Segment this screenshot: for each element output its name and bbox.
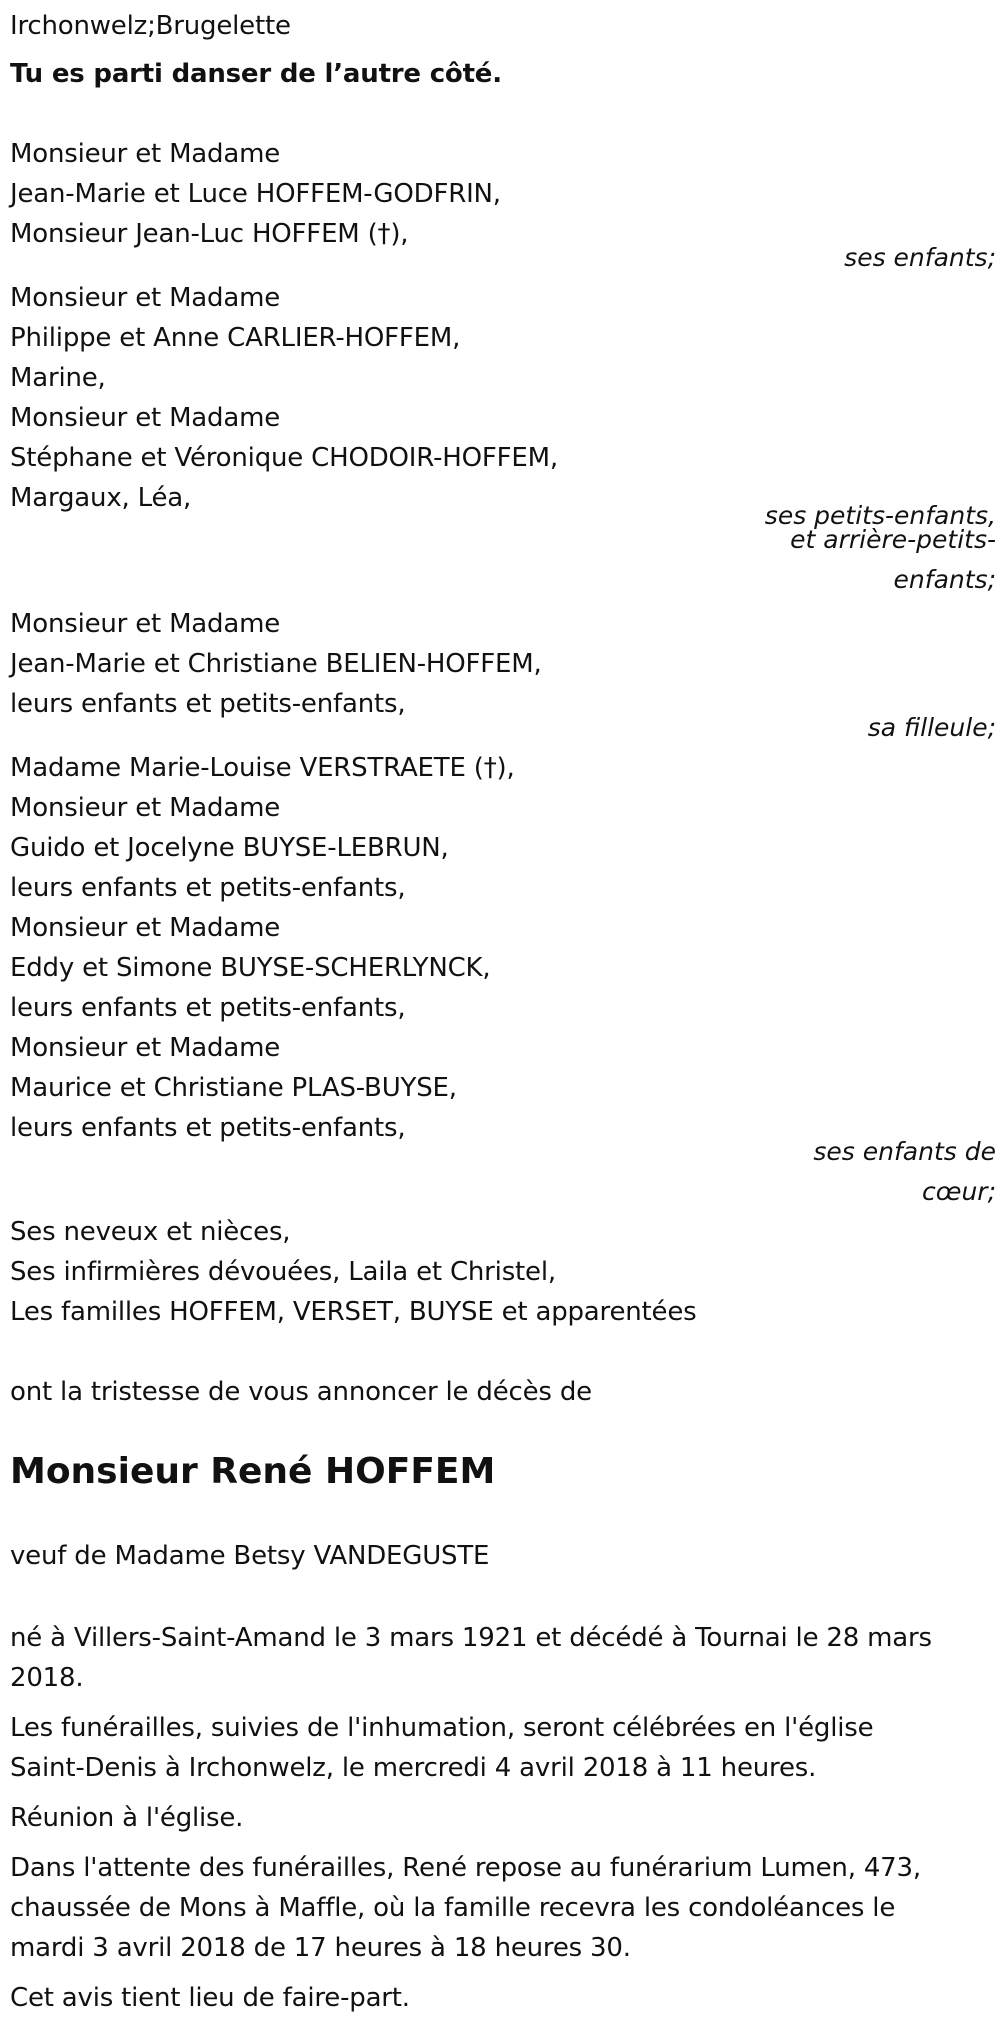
family-line: Les familles HOFFEM, VERSET, BUYSE et apparentées <box>10 1297 697 1327</box>
family-line: Philippe et Anne CARLIER-HOFFEM, <box>10 323 461 353</box>
relation-label: enfants; <box>893 565 996 594</box>
family-line: Eddy et Simone BUYSE-SCHERLYNCK, <box>10 953 491 983</box>
funeral-line: Les funérailles, suivies de l'inhumation, seront célébrées en l'église <box>10 1713 874 1743</box>
family-line: Marine, <box>10 363 106 393</box>
relation-label: sa filleule; <box>867 713 996 742</box>
family-line: Monsieur et Madame <box>10 403 280 433</box>
family-line: Monsieur et Madame <box>10 913 280 943</box>
family-line: leurs enfants et petits-enfants, <box>10 873 406 903</box>
motto-line: Tu es parti danser de l’autre côté. <box>10 59 502 89</box>
family-line: Monsieur Jean-Luc HOFFEM (†), <box>10 219 409 249</box>
relation-label: ses enfants de <box>813 1137 996 1166</box>
family-line: Ses neveux et nièces, <box>10 1217 291 1247</box>
family-line: Monsieur et Madame <box>10 1033 280 1063</box>
relation-label: ses enfants; <box>844 243 996 272</box>
family-line: leurs enfants et petits-enfants, <box>10 689 406 719</box>
family-line: Ses infirmières dévouées, Laila et Christel, <box>10 1257 556 1287</box>
birth-death-line: 2018. <box>10 1663 84 1693</box>
birth-death-line: né à Villers-Saint-Amand le 3 mars 1921 et décédé à Tournai le 28 mars <box>10 1623 932 1653</box>
relation-label: et arrière-petits- <box>790 525 996 554</box>
family-line: Jean-Marie et Christiane BELIEN-HOFFEM, <box>10 649 542 679</box>
deceased-name: Monsieur René HOFFEM <box>10 1451 496 1492</box>
family-line: Monsieur et Madame <box>10 139 280 169</box>
family-line: Monsieur et Madame <box>10 283 280 313</box>
widower-line: veuf de Madame Betsy VANDEGUSTE <box>10 1541 490 1571</box>
rest-line: Dans l'attente des funérailles, René repose au funérarium Lumen, 473, <box>10 1853 921 1883</box>
relation-label: ses petits-enfants, <box>764 501 996 530</box>
family-line: Stéphane et Véronique CHODOIR-HOFFEM, <box>10 443 558 473</box>
notice-line: Cet avis tient lieu de faire-part. <box>10 1983 410 2013</box>
family-line: Maurice et Christiane PLAS-BUYSE, <box>10 1073 457 1103</box>
family-line: Monsieur et Madame <box>10 793 280 823</box>
rest-line: mardi 3 avril 2018 de 17 heures à 18 heures 30. <box>10 1933 631 1963</box>
family-line: Guido et Jocelyne BUYSE-LEBRUN, <box>10 833 449 863</box>
rest-line: chaussée de Mons à Maffle, où la famille recevra les condoléances le <box>10 1893 896 1923</box>
announcement-line: ont la tristesse de vous annoncer le décès de <box>10 1377 592 1407</box>
family-line: leurs enfants et petits-enfants, <box>10 1113 406 1143</box>
funeral-line: Saint-Denis à Irchonwelz, le mercredi 4 avril 2018 à 11 heures. <box>10 1753 817 1783</box>
family-line: leurs enfants et petits-enfants, <box>10 993 406 1023</box>
family-line: Madame Marie-Louise VERSTRAETE (†), <box>10 753 515 783</box>
location-line: Irchonwelz;Brugelette <box>10 11 291 41</box>
family-line: Margaux, Léa, <box>10 483 192 513</box>
relation-label: cœur; <box>922 1177 996 1206</box>
meeting-line: Réunion à l'église. <box>10 1803 244 1833</box>
family-line: Jean-Marie et Luce HOFFEM-GODFRIN, <box>10 179 501 209</box>
family-line: Monsieur et Madame <box>10 609 280 639</box>
